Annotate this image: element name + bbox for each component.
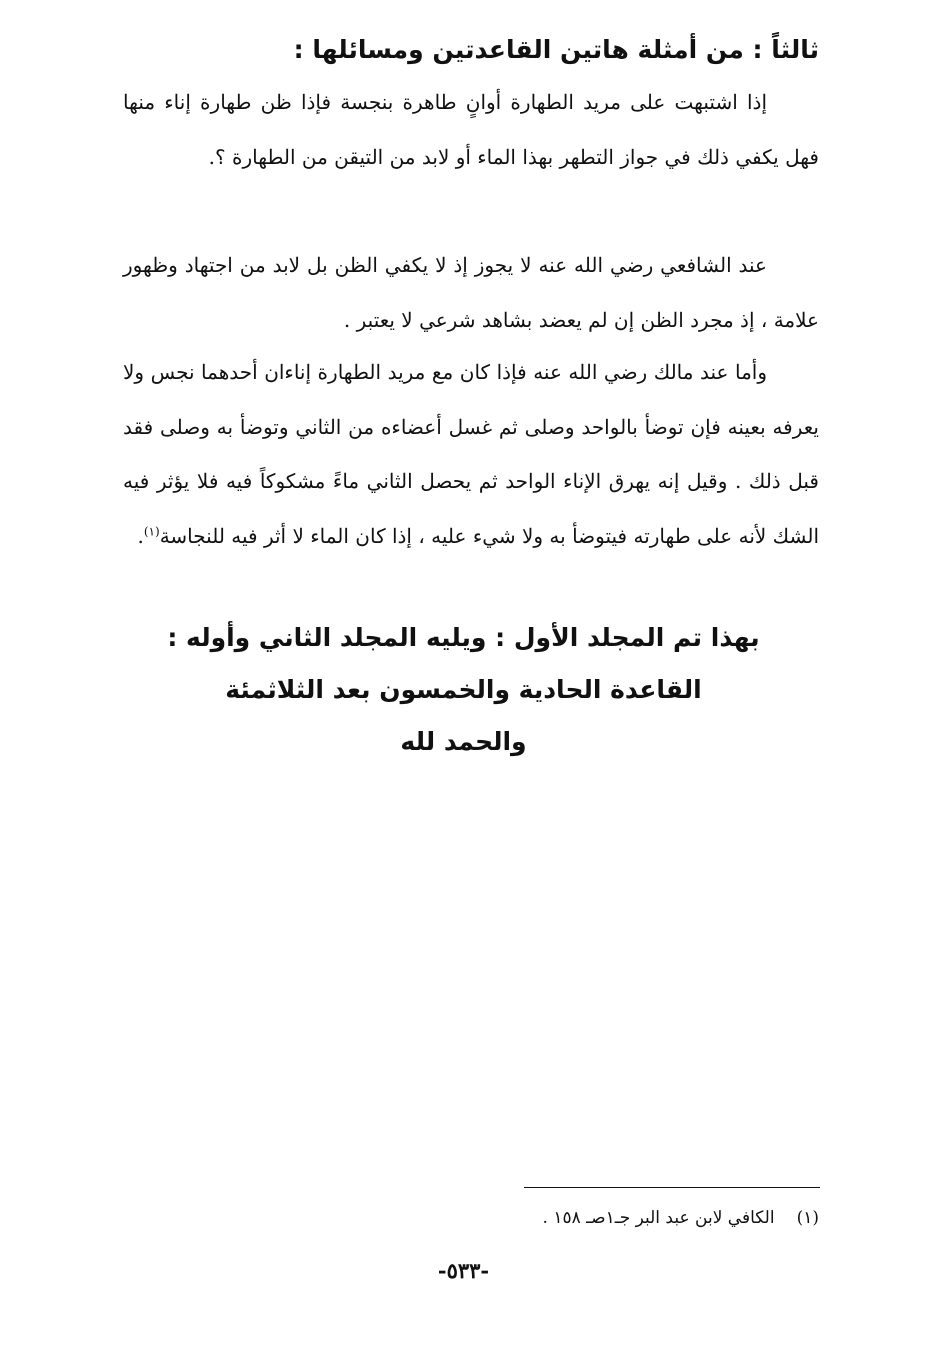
section-heading: ثالثاً : من أمثلة هاتين القاعدتين ومسائلها :: [293, 35, 819, 64]
footnote-marker: (١): [143, 523, 160, 538]
paragraph-2-text: عند الشافعي رضي الله عنه لا يجوز إذ لا يكفي الظن بل لابد من اجتهاد وظهور علامة ، إذ مجرد الظن إن لم يعضد بشاهد شرعي لا يعتبر .: [123, 253, 819, 332]
page-number: -٥٣٣-: [437, 1258, 490, 1283]
paragraph-2: [123, 238, 819, 347]
paragraph-3-text: وأما عند مالك رضي الله عنه فإذا كان مع مريد الطهارة إناءان أحدهما نجس ولا يعرفه بعينه فإن توضأ بالواحد وصلى ثم غسل أعضاءه من الثاني وتوضأ به وصلى فقد قبل ذلك . وقيل إنه يهرق الإناء الواحد ثم يحصل الثاني ماءً مشكوكاً فيه فلا يؤثر فيه الشك لأنه على طهارته فيتوضأ به ولا شيء عليه ، إذا كان الماء لا أثر فيه للنجاسة: [123, 360, 819, 548]
footnote: [319, 1205, 819, 1231]
paragraph-3: وأما عند مالك رضي الله عنه فإذا كان مع مريد الطهارة إناءان أحدهما نجس ولا يعرفه بعينه فإن توضأ بالواحد وصلى ثم غسل أعضاءه من الثاني وتوضأ به وصلى فقد قبل ذلك . وقيل إنه يهرق الإناء الواحد ثم يحصل الثاني ماءً مشكوكاً فيه فلا يؤثر فيه الشك لأنه على طهارته فيتوضأ به ولا شيء عليه ، إذا كان الماء لا أثر فيه للنجاسة$^{(١)}$.: [123, 360, 819, 548]
volume-closing: [100, 612, 827, 768]
closing-line-3: والحمد لله: [400, 727, 527, 756]
footnote-text: الكافي لابن عبد البر جـ١صـ ١٥٨ .: [542, 1208, 775, 1228]
footnote-divider: [524, 1187, 820, 1188]
closing-line-2: القاعدة الحادية والخمسون بعد الثلاثمئة: [225, 675, 702, 704]
paragraph-1: [123, 75, 819, 184]
closing-line-1: بهذا تم المجلد الأول : ويليه المجلد الثاني وأوله :: [167, 623, 760, 652]
paragraph-1-text: إذا اشتبهت على مريد الطهارة أوانٍ طاهرة بنجسة فإذا ظن طهارة إناء منها فهل يكفي ذلك في جواز التطهر بهذا الماء أو لابد من التيقن من الطهارة ؟.: [123, 90, 819, 169]
footnote-number: (١): [796, 1208, 819, 1228]
